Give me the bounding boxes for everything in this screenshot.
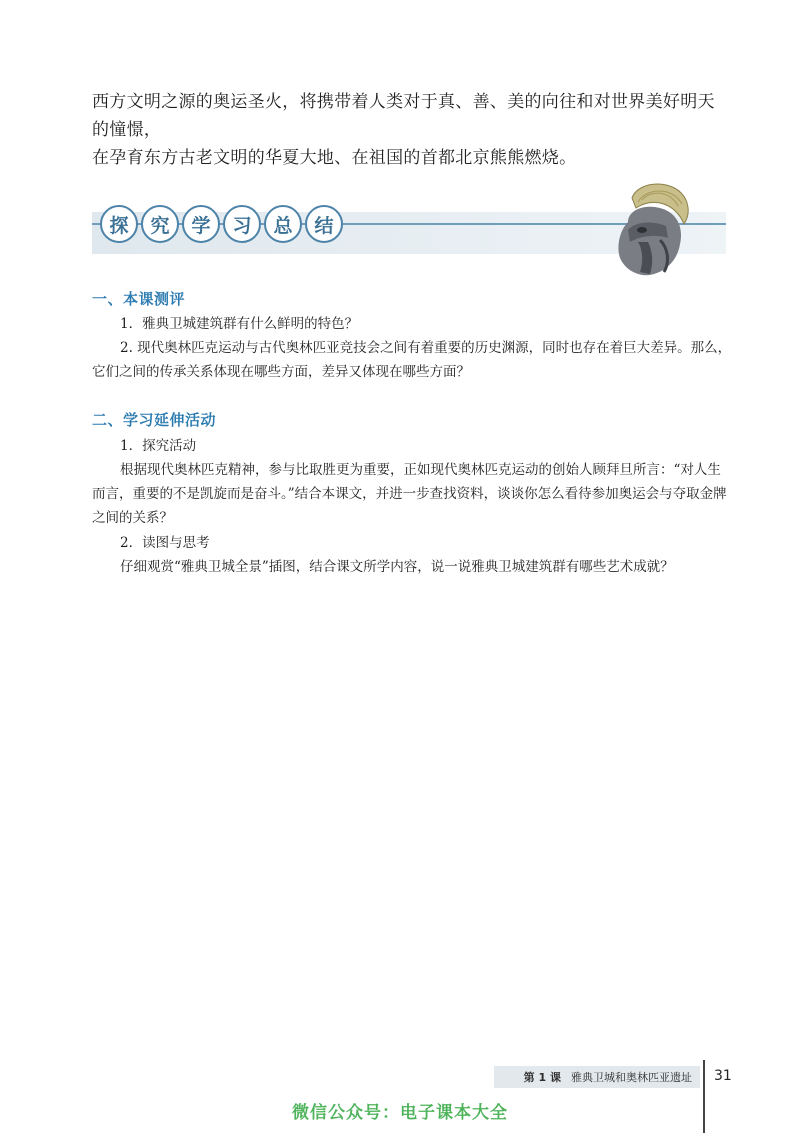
greek-helmet-icon — [598, 178, 698, 282]
banner-title — [100, 205, 343, 243]
watermark: 微信公众号：电子课本大全 — [292, 1103, 508, 1123]
footer-lesson-number: 第 1 课 — [523, 1071, 561, 1084]
banner-char: 学 — [182, 205, 220, 243]
section-title-assessment: 一、本课测评 — [92, 290, 186, 308]
page-number: 31 — [714, 1068, 732, 1084]
footer-lesson-title: 雅典卫城和奥林匹亚遗址 — [571, 1071, 692, 1084]
activity-1-title: 1．探究活动 — [120, 438, 197, 454]
intro-paragraph — [92, 88, 732, 172]
banner-char: 探 — [100, 205, 138, 243]
banner-char: 究 — [141, 205, 179, 243]
running-footer — [494, 1066, 700, 1088]
banner-char: 习 — [223, 205, 261, 243]
activity-2-text: 仔细观赏“雅典卫城全景”插图，结合课文所学内容，说一说雅典卫城建筑群有哪些艺术成就？ — [120, 559, 674, 575]
activity-2-title: 2．读图与思考 — [120, 535, 210, 551]
question-2: 2. 现代奥林匹克运动与古代奥林匹亚竞技会之间有着重要的历史渊源，同时也存在着巨大差异。那么，它们之间的传承关系体现在哪些方面，差异又体现在哪些方面？ — [92, 340, 732, 380]
activity-1-text: 根据现代奥林匹克精神，参与比取胜更为重要，正如现代奥林匹克运动的创始人顾拜旦所言：“对人生而言，重要的不是凯旋而是奋斗。”结合本课文，并进一步查找资料，谈谈你怎么看待参加奥运会与夺取金牌之间的关系？ — [92, 462, 727, 526]
section-title-activities: 二、学习延伸活动 — [92, 411, 217, 429]
intro-line-1: 西方文明之源的奥运圣火，将携带着人类对于真、善、美的向往和对世界美好明天的憧憬， — [92, 92, 715, 140]
question-1: 1．雅典卫城建筑群有什么鲜明的特色？ — [120, 316, 359, 332]
banner-char: 总 — [264, 205, 302, 243]
intro-line-2: 在孕育东方古老文明的华夏大地、在祖国的首都北京熊熊燃烧。 — [92, 148, 577, 168]
banner-char: 结 — [305, 205, 343, 243]
